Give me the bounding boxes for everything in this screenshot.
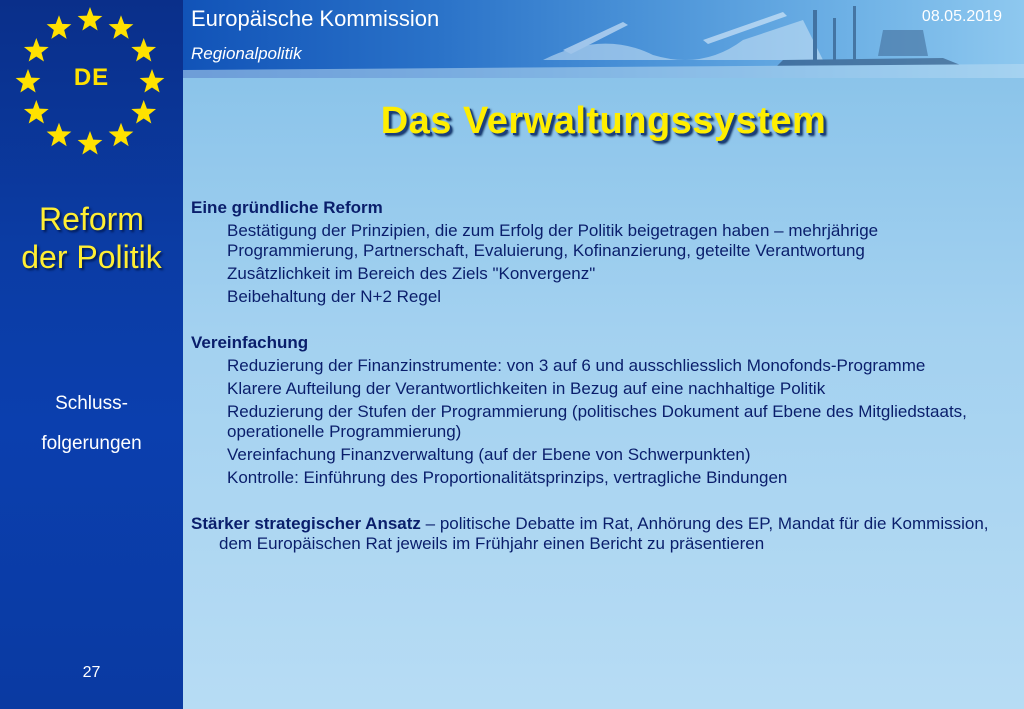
closing-paragraph <box>191 514 991 554</box>
slide-date: 08.05.2019 <box>921 8 1002 25</box>
header-banner <box>183 0 1024 78</box>
section-title-line1: Reform <box>39 201 144 237</box>
list-item: Beibehaltung der N+2 Regel <box>227 287 442 306</box>
sidebar <box>0 0 183 709</box>
list-item: Klarere Aufteilung der Verantwortlichkeiten in Bezug auf eine nachhaltige Politik <box>227 379 826 398</box>
subsection-title <box>0 384 183 464</box>
section-heading: Eine gründliche Reform <box>191 198 383 217</box>
department-name: Regionalpolitik <box>191 44 302 63</box>
eu-star-icon <box>47 15 72 39</box>
slide-title: Das Verwaltungssystem <box>380 100 827 142</box>
list-item: Reduzierung der Stufen der Programmierung (politisches Dokument auf Ebene des Mitgliedstaats, operationelle Programmierung) <box>227 402 967 441</box>
section-title-line2: der Politik <box>21 239 162 275</box>
page-number: 27 <box>82 664 101 681</box>
eu-star-icon <box>109 123 134 147</box>
list-item: Vereinfachung Finanzverwaltung (auf der Ebene von Schwerpunkten) <box>227 445 751 464</box>
closing-text: – politische Debatte im Rat, Anhörung des EP, Mandat für die Kommission, dem Europäischen Rat jeweils im Frühjahr einen Bericht zu präsentieren <box>219 514 989 553</box>
eu-star-icon <box>131 100 156 124</box>
slide-content <box>191 198 991 554</box>
section-simplification <box>191 333 991 488</box>
eu-star-icon <box>24 100 49 124</box>
eu-star-icon <box>78 7 103 31</box>
subsection-title-line1: Schluss- <box>55 393 128 414</box>
list-item: Bestätigung der Prinzipien, die zum Erfolg der Politik beigetragen haben – mehrjährige Programmierung, Partnerschaft, Evaluierung, Kofinanzierung, geteilte Verantwortung <box>227 221 879 260</box>
eu-star-icon <box>109 15 134 39</box>
eu-star-icon <box>24 38 49 62</box>
eu-star-icon <box>47 123 72 147</box>
slide-body <box>183 78 1024 709</box>
country-code: DE <box>73 64 110 91</box>
eu-star-icon <box>131 38 156 62</box>
section-title <box>0 200 183 276</box>
closing-bold-lead: Stärker strategischer Ansatz <box>191 514 421 533</box>
list-item: Reduzierung der Finanzinstrumente: von 3 auf 6 und ausschliesslich Monofonds-Programme <box>227 356 926 375</box>
eu-star-icon <box>78 131 103 155</box>
subsection-title-line2: folgerungen <box>41 433 142 454</box>
section-reform <box>191 198 991 307</box>
list-item: Kontrolle: Einführung des Proportionalitätsprinzips, vertragliche Bindungen <box>227 468 788 487</box>
organization-name: Europäische Kommission <box>191 6 440 31</box>
list-item: Zusâtzlichkeit im Bereich des Ziels "Konvergenz" <box>227 264 596 283</box>
section-heading: Vereinfachung <box>191 333 309 352</box>
